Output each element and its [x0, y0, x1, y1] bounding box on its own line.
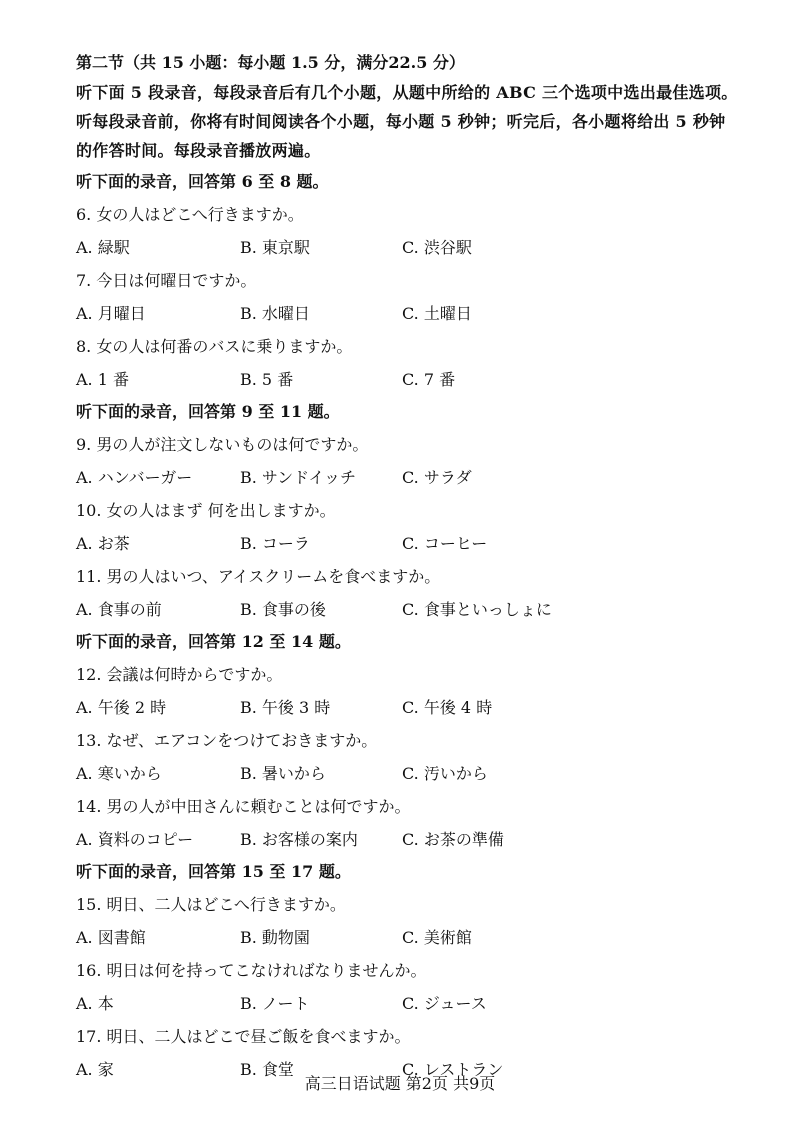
question-7: 7. 今日は何曜日ですか。 — [76, 271, 257, 290]
options-14 — [76, 825, 740, 855]
option-a: A. ハンバーガー — [76, 468, 193, 487]
option-c: C. コーヒー — [402, 534, 488, 553]
question-11: 11. 男の人はいつ、アイスクリームを食べますか。 — [76, 567, 441, 586]
question-12: 12. 会議は何時からですか。 — [76, 665, 283, 684]
option-c: C. 午後 4 時 — [402, 698, 493, 717]
option-c: C. 汚いから — [402, 764, 488, 783]
question-10: 10. 女の人はまず 何を出しますか。 — [76, 501, 336, 520]
option-a: A. 家 — [76, 1060, 114, 1079]
page-footer: 高三日语试题 第2页 共9页 — [304, 1074, 496, 1093]
option-c: C. サラダ — [402, 468, 472, 487]
question-13: 13. なぜ、エアコンをつけておきますか。 — [76, 731, 378, 750]
option-a: A. お茶 — [76, 534, 130, 553]
options-6 — [76, 233, 740, 263]
option-b: B. 動物園 — [240, 928, 310, 947]
question-14: 14. 男の人が中田さんに頼むことは何ですか。 — [76, 797, 411, 816]
option-a: A. 図書館 — [76, 928, 146, 947]
options-9 — [76, 463, 740, 493]
options-16 — [76, 989, 740, 1019]
question-9: 9. 男の人が注文しないものは何ですか。 — [76, 435, 369, 454]
question-17: 17. 明日、二人はどこで昼ご飯を食べますか。 — [76, 1027, 411, 1046]
group-heading-9-11: 听下面的录音，回答第 9 至 11 题。 — [76, 402, 340, 421]
option-b: B. ノート — [240, 994, 310, 1013]
options-11 — [76, 595, 740, 625]
option-b: B. サンドイッチ — [240, 468, 357, 487]
option-a: A. 本 — [76, 994, 114, 1013]
question-6: 6. 女の人はどこへ行きますか。 — [76, 205, 304, 224]
question-8: 8. 女の人は何番のバスに乗りますか。 — [76, 337, 353, 356]
option-b: B. 暑いから — [240, 764, 326, 783]
group-heading-15-17: 听下面的录音，回答第 15 至 17 题。 — [76, 862, 351, 881]
option-b: B. 午後 3 時 — [240, 698, 331, 717]
question-16: 16. 明日は何を持ってこなければなりませんか。 — [76, 961, 427, 980]
option-a: A. 食事の前 — [76, 600, 162, 619]
options-10 — [76, 529, 740, 559]
option-c: C. お茶の準備 — [402, 830, 504, 849]
option-c: C. レストラン — [402, 1060, 504, 1079]
option-b: B. 5 番 — [240, 370, 294, 389]
option-b: B. 水曜日 — [240, 304, 310, 323]
option-a: A. 月曜日 — [76, 304, 146, 323]
options-15 — [76, 923, 740, 953]
option-a: A. 午後 2 時 — [76, 698, 167, 717]
options-12 — [76, 693, 740, 723]
option-b: B. お客様の案内 — [240, 830, 358, 849]
option-c: C. 7 番 — [402, 370, 456, 389]
options-13 — [76, 759, 740, 789]
option-a: A. 緑駅 — [76, 238, 130, 257]
options-8 — [76, 365, 740, 395]
group-heading-12-14: 听下面的录音，回答第 12 至 14 题。 — [76, 632, 351, 651]
option-c: C. 土曜日 — [402, 304, 472, 323]
option-b: B. 食事の後 — [240, 600, 326, 619]
option-a: A. 資料のコピー — [76, 830, 194, 849]
option-b: B. 食堂 — [240, 1060, 294, 1079]
option-c: C. 渋谷駅 — [402, 238, 472, 257]
option-b: B. コーラ — [240, 534, 310, 553]
option-a: A. 1 番 — [76, 370, 129, 389]
option-a: A. 寒いから — [76, 764, 162, 783]
option-c: C. 食事といっしょに — [402, 600, 552, 619]
question-15: 15. 明日、二人はどこへ行きますか。 — [76, 895, 346, 914]
option-c: C. 美術館 — [402, 928, 472, 947]
section-title: 第二节（共 15 小题：每小题 1.5 分，满分22.5 分） — [76, 53, 465, 72]
option-b: B. 東京駅 — [240, 238, 310, 257]
group-heading-6-8: 听下面的录音，回答第 6 至 8 题。 — [76, 172, 329, 191]
option-c: C. ジュース — [402, 994, 487, 1013]
section-instructions: 听下面 5 段录音，每段录音后有几个小题，从题中所给的 ABC 三个选项中选出最佳选项。听每段录音前，你将有时间阅读各个小题，每小题 5 秒钟；听完后，各小题将给出 5 秒钟的作答时间。每段录音播放两遍。 — [76, 83, 738, 160]
options-7 — [76, 299, 740, 329]
